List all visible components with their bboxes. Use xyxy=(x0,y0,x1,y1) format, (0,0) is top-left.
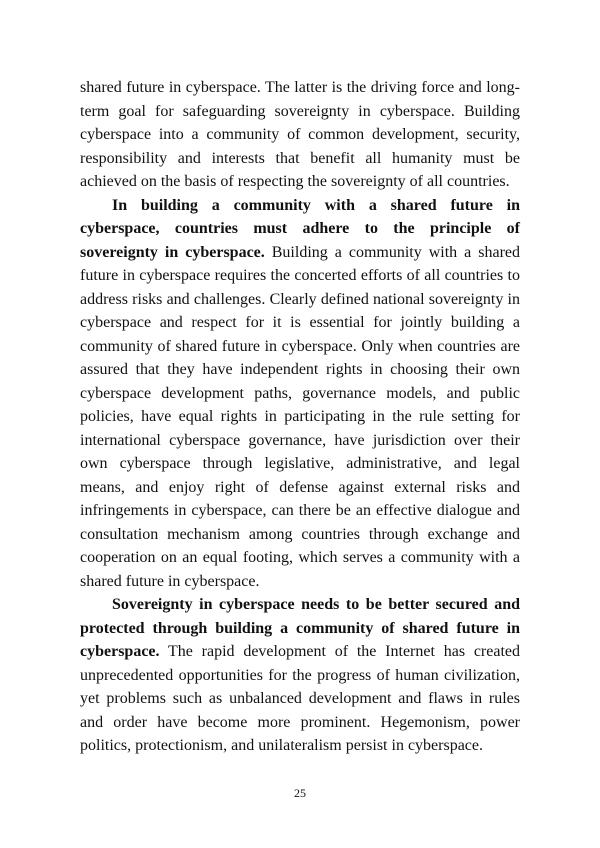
paragraph-text: shared future in cyberspace. The latter is the driving force and long-term goal for safeguarding sovereignty in cyberspace. Building cyberspace into a community of common development, security, responsibility and interests that benefit all humanity must be achieved on the basis of respecting the sovereignty of all countries. xyxy=(80,79,520,190)
paragraph-text: The rapid development of the Internet has created unprecedented opportunities for the progress of human civilization, yet problems such as unbalanced development and flaws in rules and order have become more prominent. Hegemonism, power politics, protectionism, and unilateralism persist in cyberspace. xyxy=(80,643,520,754)
paragraph-text: Building a community with a shared future in cyberspace requires the concerted efforts of all countries to address risks and challenges. Clearly defined national sovereignty in cyberspace and respect for it is essential for jointly building a community of shared future in cyberspace. Only when countries are assured that they have independent rights in choosing their own cyberspace development paths, governance models, and public policies, have equal rights in participating in the rule setting for international cyberspace governance, have jurisdiction over their own cyberspace through legislative, administrative, and legal means, and enjoy right of defense against external risks and infringements in cyberspace, can there be an effective dialogue and consultation mechanism among countries through exchange and cooperation on an equal footing, which serves a community with a shared future in cyberspace. xyxy=(80,243,520,590)
paragraph-lead: In building a community with a shared future in cyberspace, countries must adhere to the principle of sovereignty in cyberspace. xyxy=(80,196,520,261)
body-text xyxy=(80,76,520,758)
paragraph-lead: Sovereignty in cyberspace needs to be better secured and protected through building a community of shared future in cyberspace. xyxy=(80,596,520,660)
paragraph-sovereignty-secured xyxy=(80,593,520,758)
paragraph-continuation xyxy=(80,76,520,194)
paragraph-principle-of-sovereignty xyxy=(80,194,520,594)
page-number: 25 xyxy=(294,786,306,800)
